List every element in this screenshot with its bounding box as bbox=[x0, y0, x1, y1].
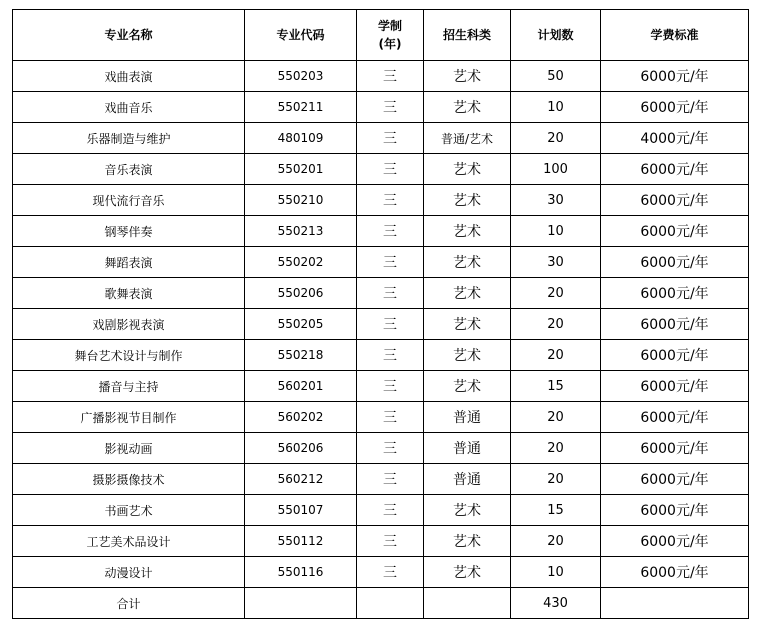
header-years-line2: (年) bbox=[378, 37, 402, 51]
cell-code: 550116 bbox=[245, 557, 357, 588]
cell-code: 550213 bbox=[245, 216, 357, 247]
cell-plan: 20 bbox=[511, 278, 601, 309]
cell-name: 摄影摄像技术 bbox=[13, 464, 245, 495]
cell-fee: 6000元/年 bbox=[601, 247, 749, 278]
cell-fee: 6000元/年 bbox=[601, 464, 749, 495]
table-row bbox=[13, 371, 749, 402]
cell-name: 乐器制造与维护 bbox=[13, 123, 245, 154]
cell-name: 歌舞表演 bbox=[13, 278, 245, 309]
cell-category: 艺术 bbox=[424, 216, 511, 247]
cell-fee: 6000元/年 bbox=[601, 557, 749, 588]
cell-code: 550202 bbox=[245, 247, 357, 278]
total-label: 合计 bbox=[13, 588, 245, 619]
table-row bbox=[13, 464, 749, 495]
cell-fee: 6000元/年 bbox=[601, 371, 749, 402]
cell-plan: 100 bbox=[511, 154, 601, 185]
cell-plan: 20 bbox=[511, 123, 601, 154]
table-row bbox=[13, 123, 749, 154]
table-row bbox=[13, 61, 749, 92]
cell-category: 普通 bbox=[424, 433, 511, 464]
cell-name: 戏曲音乐 bbox=[13, 92, 245, 123]
table-row bbox=[13, 185, 749, 216]
cell-years: 三 bbox=[357, 402, 424, 433]
cell-name: 动漫设计 bbox=[13, 557, 245, 588]
header-fee: 学费标准 bbox=[601, 10, 749, 61]
cell-category: 艺术 bbox=[424, 247, 511, 278]
cell-years: 三 bbox=[357, 309, 424, 340]
cell-years: 三 bbox=[357, 123, 424, 154]
cell-plan: 10 bbox=[511, 557, 601, 588]
cell-years: 三 bbox=[357, 464, 424, 495]
table-row bbox=[13, 278, 749, 309]
total-code-empty bbox=[245, 588, 357, 619]
cell-fee: 6000元/年 bbox=[601, 402, 749, 433]
cell-code: 560206 bbox=[245, 433, 357, 464]
cell-years: 三 bbox=[357, 61, 424, 92]
table-body bbox=[13, 61, 749, 588]
cell-fee: 4000元/年 bbox=[601, 123, 749, 154]
cell-category: 艺术 bbox=[424, 92, 511, 123]
cell-category: 普通 bbox=[424, 402, 511, 433]
cell-name: 现代流行音乐 bbox=[13, 185, 245, 216]
cell-category: 艺术 bbox=[424, 526, 511, 557]
cell-category: 普通/艺术 bbox=[424, 123, 511, 154]
cell-years: 三 bbox=[357, 340, 424, 371]
cell-fee: 6000元/年 bbox=[601, 433, 749, 464]
cell-plan: 30 bbox=[511, 185, 601, 216]
cell-category: 艺术 bbox=[424, 154, 511, 185]
header-category: 招生科类 bbox=[424, 10, 511, 61]
table-row bbox=[13, 495, 749, 526]
cell-fee: 6000元/年 bbox=[601, 309, 749, 340]
cell-name: 舞台艺术设计与制作 bbox=[13, 340, 245, 371]
header-name: 专业名称 bbox=[13, 10, 245, 61]
cell-name: 书画艺术 bbox=[13, 495, 245, 526]
cell-years: 三 bbox=[357, 247, 424, 278]
cell-code: 550211 bbox=[245, 92, 357, 123]
cell-code: 550206 bbox=[245, 278, 357, 309]
cell-code: 560212 bbox=[245, 464, 357, 495]
table-row bbox=[13, 433, 749, 464]
cell-name: 广播影视节目制作 bbox=[13, 402, 245, 433]
total-fee-empty bbox=[601, 588, 749, 619]
cell-category: 艺术 bbox=[424, 278, 511, 309]
cell-years: 三 bbox=[357, 154, 424, 185]
cell-fee: 6000元/年 bbox=[601, 340, 749, 371]
cell-plan: 20 bbox=[511, 464, 601, 495]
table-row bbox=[13, 92, 749, 123]
header-years-line1: 学制 bbox=[377, 19, 402, 33]
table-row bbox=[13, 526, 749, 557]
cell-code: 550201 bbox=[245, 154, 357, 185]
cell-name: 舞蹈表演 bbox=[13, 247, 245, 278]
cell-code: 550112 bbox=[245, 526, 357, 557]
cell-plan: 10 bbox=[511, 216, 601, 247]
header-code: 专业代码 bbox=[245, 10, 357, 61]
cell-plan: 50 bbox=[511, 61, 601, 92]
table-row bbox=[13, 247, 749, 278]
cell-years: 三 bbox=[357, 557, 424, 588]
cell-name: 工艺美术品设计 bbox=[13, 526, 245, 557]
cell-fee: 6000元/年 bbox=[601, 526, 749, 557]
cell-category: 艺术 bbox=[424, 371, 511, 402]
cell-name: 钢琴伴奏 bbox=[13, 216, 245, 247]
cell-fee: 6000元/年 bbox=[601, 185, 749, 216]
table-row bbox=[13, 340, 749, 371]
cell-fee: 6000元/年 bbox=[601, 216, 749, 247]
cell-plan: 10 bbox=[511, 92, 601, 123]
cell-code: 550107 bbox=[245, 495, 357, 526]
cell-name: 影视动画 bbox=[13, 433, 245, 464]
cell-code: 550210 bbox=[245, 185, 357, 216]
cell-years: 三 bbox=[357, 278, 424, 309]
cell-years: 三 bbox=[357, 92, 424, 123]
cell-name: 戏剧影视表演 bbox=[13, 309, 245, 340]
cell-category: 艺术 bbox=[424, 61, 511, 92]
cell-code: 560201 bbox=[245, 371, 357, 402]
header-row bbox=[13, 10, 749, 61]
cell-plan: 30 bbox=[511, 247, 601, 278]
cell-plan: 20 bbox=[511, 433, 601, 464]
cell-plan: 20 bbox=[511, 526, 601, 557]
cell-category: 艺术 bbox=[424, 340, 511, 371]
enrollment-plan-table bbox=[12, 9, 749, 619]
cell-plan: 20 bbox=[511, 402, 601, 433]
cell-code: 550203 bbox=[245, 61, 357, 92]
cell-code: 480109 bbox=[245, 123, 357, 154]
cell-category: 普通 bbox=[424, 464, 511, 495]
cell-years: 三 bbox=[357, 371, 424, 402]
total-category-empty bbox=[424, 588, 511, 619]
cell-category: 艺术 bbox=[424, 309, 511, 340]
cell-category: 艺术 bbox=[424, 557, 511, 588]
cell-category: 艺术 bbox=[424, 495, 511, 526]
table-row bbox=[13, 402, 749, 433]
cell-name: 播音与主持 bbox=[13, 371, 245, 402]
total-years-empty bbox=[357, 588, 424, 619]
cell-code: 550205 bbox=[245, 309, 357, 340]
cell-fee: 6000元/年 bbox=[601, 61, 749, 92]
cell-plan: 15 bbox=[511, 495, 601, 526]
cell-code: 560202 bbox=[245, 402, 357, 433]
cell-years: 三 bbox=[357, 495, 424, 526]
header-years bbox=[357, 10, 424, 61]
cell-name: 音乐表演 bbox=[13, 154, 245, 185]
cell-years: 三 bbox=[357, 185, 424, 216]
cell-fee: 6000元/年 bbox=[601, 92, 749, 123]
cell-fee: 6000元/年 bbox=[601, 495, 749, 526]
cell-fee: 6000元/年 bbox=[601, 278, 749, 309]
cell-years: 三 bbox=[357, 526, 424, 557]
cell-years: 三 bbox=[357, 433, 424, 464]
cell-name: 戏曲表演 bbox=[13, 61, 245, 92]
table-row bbox=[13, 216, 749, 247]
cell-plan: 20 bbox=[511, 340, 601, 371]
cell-plan: 20 bbox=[511, 309, 601, 340]
total-plan: 430 bbox=[511, 588, 601, 619]
table-row bbox=[13, 309, 749, 340]
table-row bbox=[13, 154, 749, 185]
table-row bbox=[13, 557, 749, 588]
cell-code: 550218 bbox=[245, 340, 357, 371]
cell-category: 艺术 bbox=[424, 185, 511, 216]
total-row bbox=[13, 588, 749, 619]
cell-plan: 15 bbox=[511, 371, 601, 402]
cell-fee: 6000元/年 bbox=[601, 154, 749, 185]
header-plan: 计划数 bbox=[511, 10, 601, 61]
cell-years: 三 bbox=[357, 216, 424, 247]
